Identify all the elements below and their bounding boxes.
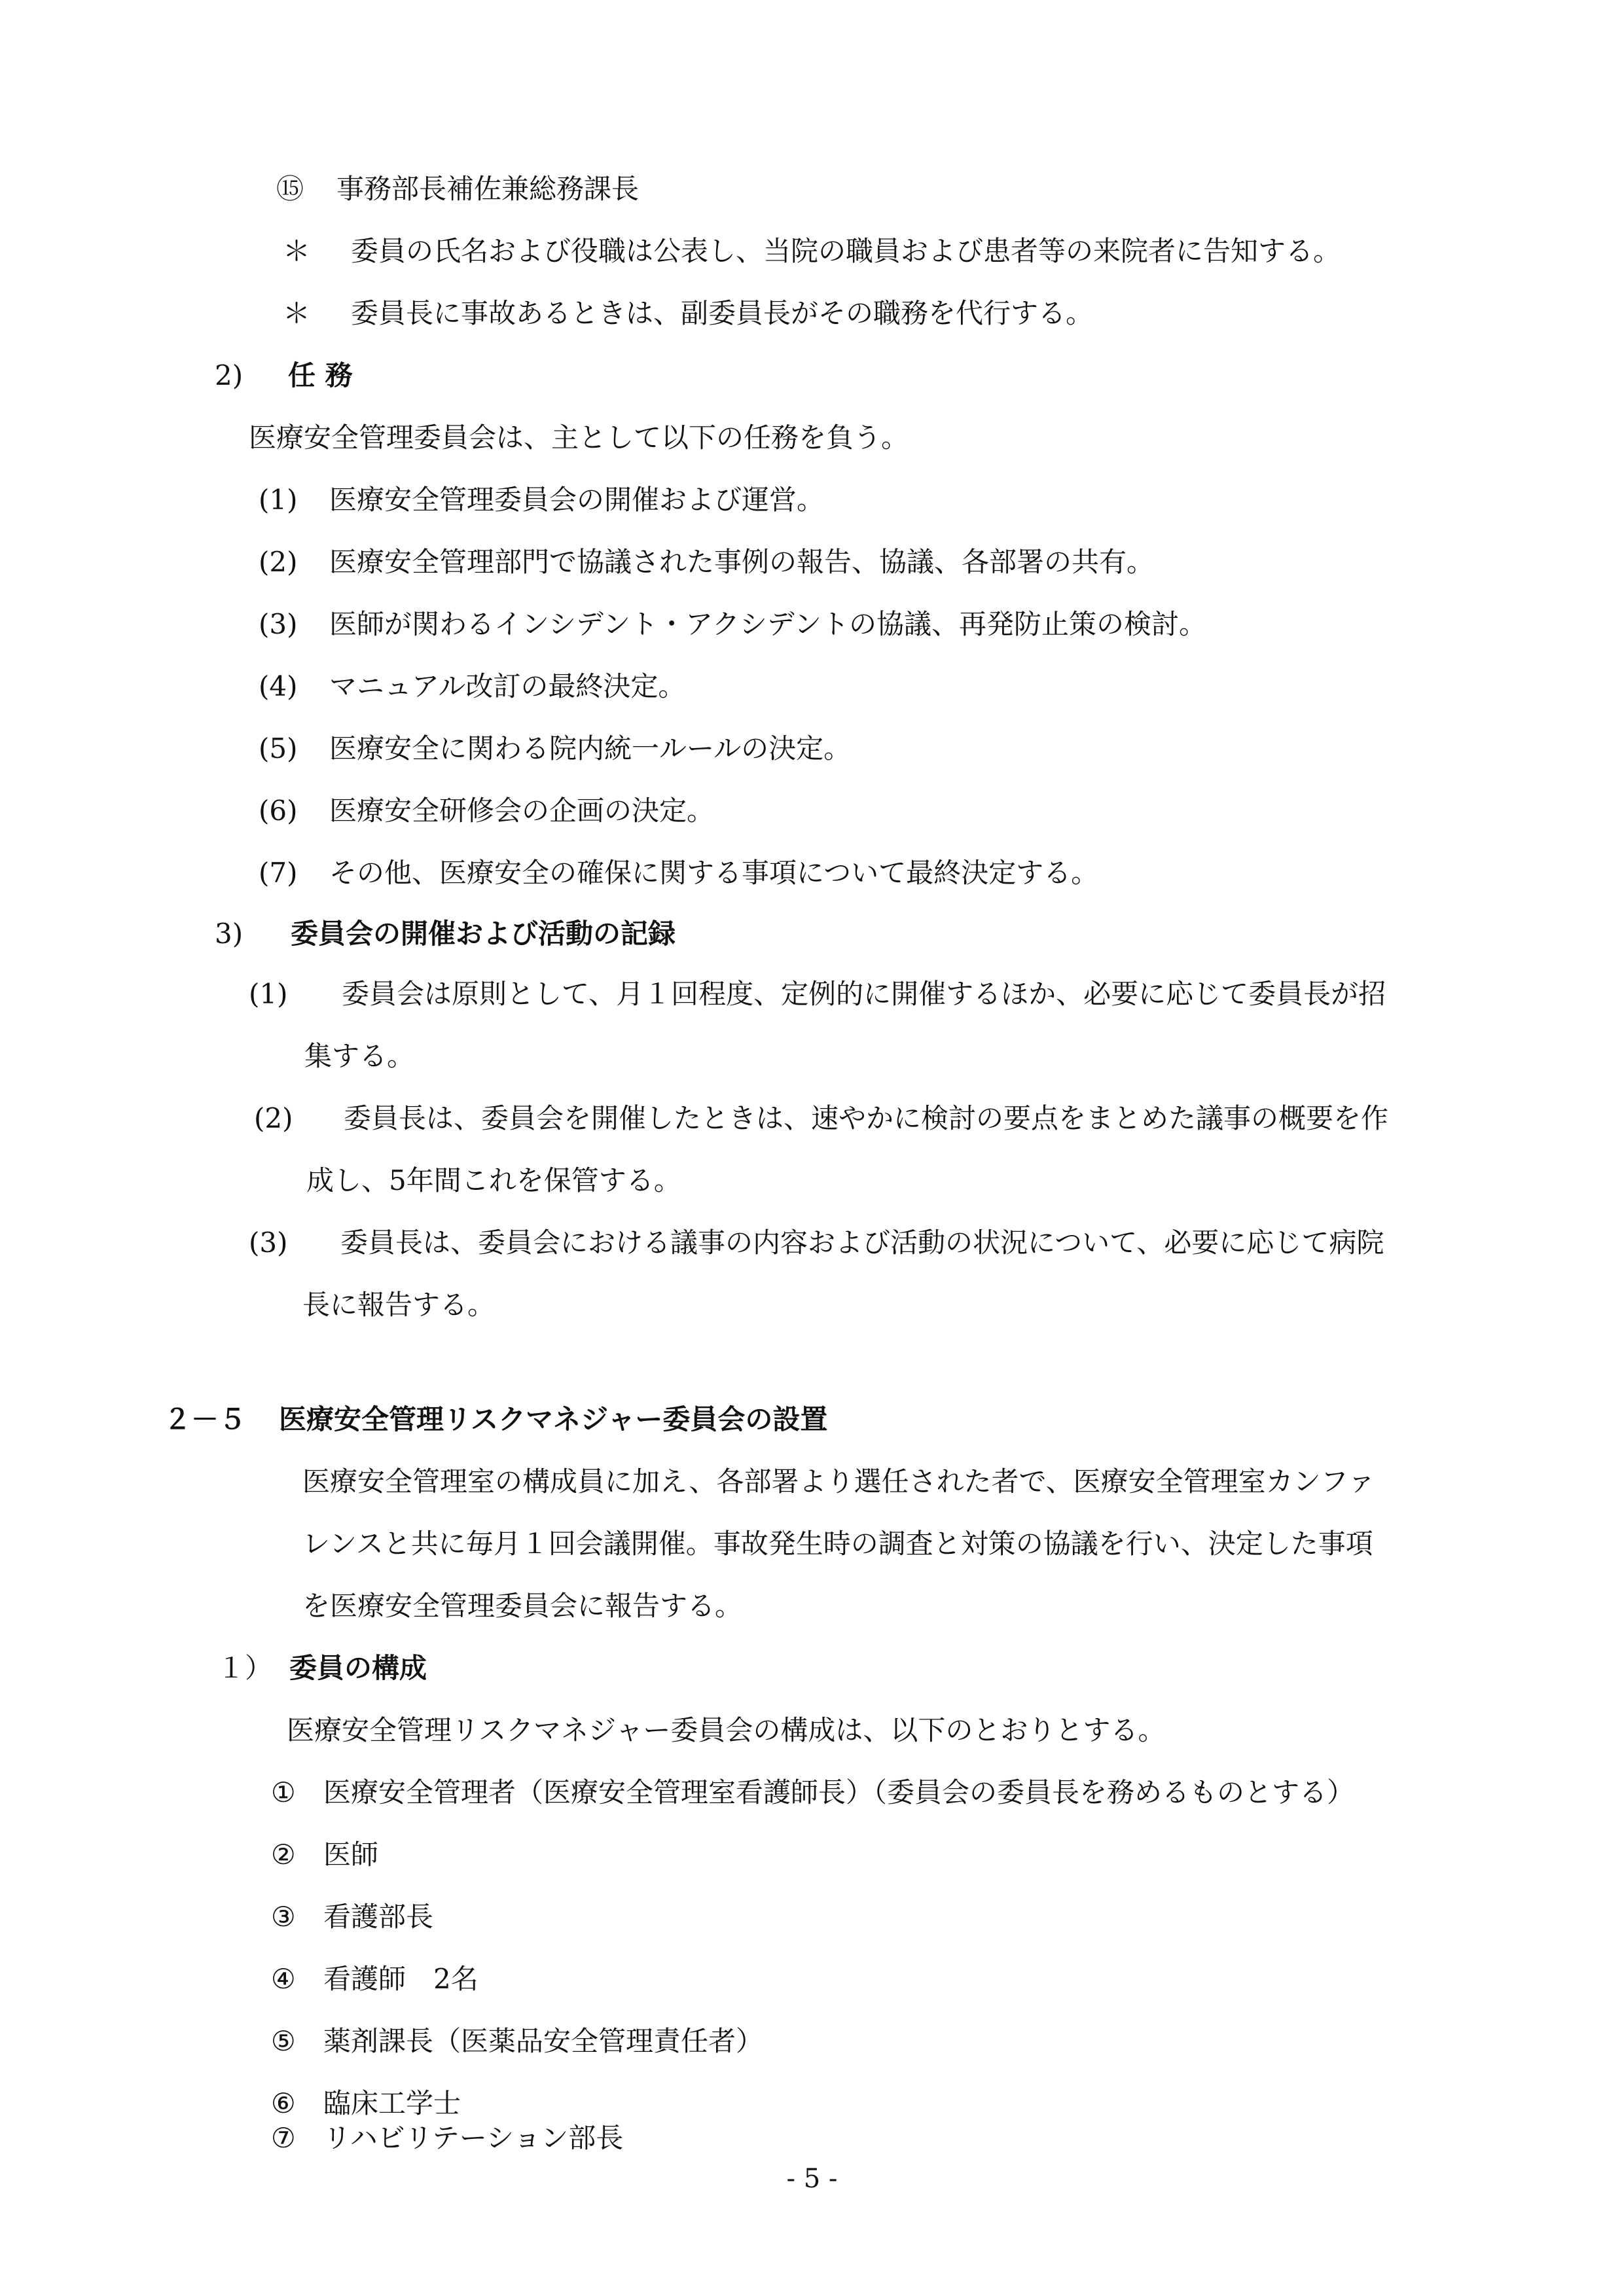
duty-item: (1) 医療安全管理委員会の開催および運営。	[259, 484, 825, 516]
duty-item: (6) 医療安全研修会の企画の決定。	[259, 795, 715, 827]
composition-intro: 医療安全管理リスクマネジャー委員会の構成は、以下のとおりとする。	[287, 1714, 1166, 1746]
member-item: ⑤ 薬剤課長（医薬品安全管理責任者）	[271, 2025, 764, 2057]
member-item: ⑦ リハビリテーション部長	[271, 2122, 624, 2154]
duty-item: (7) その他、医療安全の確保に関する事項について最終決定する。	[259, 857, 1099, 889]
meeting-item-continuation: 集する。	[304, 1040, 415, 1072]
duty-item: (2) 医療安全管理部門で協議された事例の報告、協議、各部署の共有。	[259, 546, 1155, 578]
member-item: ④ 看護師 2名	[271, 1963, 478, 1995]
meeting-item-continuation: 成し、5年間これを保管する。	[306, 1164, 681, 1196]
section-body-line: 医療安全管理室の構成員に加え、各部署より選任された者で、医療安全管理室カンファ	[302, 1465, 1375, 1498]
note-item: ＊ 委員の氏名および役職は公表し、当院の職員および患者等の来院者に告知する。	[283, 234, 1341, 269]
duty-item: (3) 医師が関わるインシデント・アクシデントの協議、再発防止策の検討。	[259, 608, 1207, 640]
duty-item: (4) マニュアル改訂の最終決定。	[259, 670, 686, 702]
member-item: ⑮ 事務部長補佐兼総務課長	[276, 173, 640, 205]
member-item: ② 医師	[271, 1839, 379, 1871]
meeting-item-continuation: 長に報告する。	[302, 1289, 496, 1321]
member-item: ① 医療安全管理者（医療安全管理室看護師長）（委員会の委員長を務めるものとする）	[271, 1776, 1355, 1808]
page-number: - 5 -	[786, 2164, 838, 2194]
note-item: ＊ 委員長に事故あるときは、副委員長がその職務を代行する。	[283, 296, 1093, 331]
section-body-line: を医療安全管理委員会に報告する。	[302, 1590, 743, 1622]
meeting-item: (3) 委員長は、委員会における議事の内容および活動の状況について、必要に応じて病院	[249, 1227, 1384, 1259]
meeting-item: (2) 委員長は、委員会を開催したときは、速やかに検討の要点をまとめた議事の概要を作	[254, 1102, 1389, 1134]
meetings-heading: 3) 委員会の開催および活動の記録	[215, 918, 676, 950]
asterisk-icon: ＊	[283, 235, 311, 267]
section-heading: ２－５ 医療安全管理リスクマネジャー委員会の設置	[164, 1403, 828, 1435]
duties-intro: 医療安全管理委員会は、主として以下の任務を負う。	[249, 422, 909, 454]
meeting-item: (1) 委員会は原則として、月１回程度、定例的に開催するほか、必要に応じて委員長が招	[249, 978, 1386, 1010]
duty-item: (5) 医療安全に関わる院内統一ルールの決定。	[259, 732, 852, 764]
member-item: ③ 看護部長	[271, 1901, 434, 1933]
composition-heading: １） 委員の構成	[217, 1652, 427, 1684]
asterisk-icon: ＊	[283, 297, 311, 329]
duties-heading: 2) 任 務	[215, 359, 353, 391]
member-item: ⑥ 臨床工学士	[271, 2087, 461, 2119]
section-body-line: レンスと共に毎月１回会議開催。事故発生時の調査と対策の協議を行い、決定した事項	[302, 1528, 1373, 1560]
